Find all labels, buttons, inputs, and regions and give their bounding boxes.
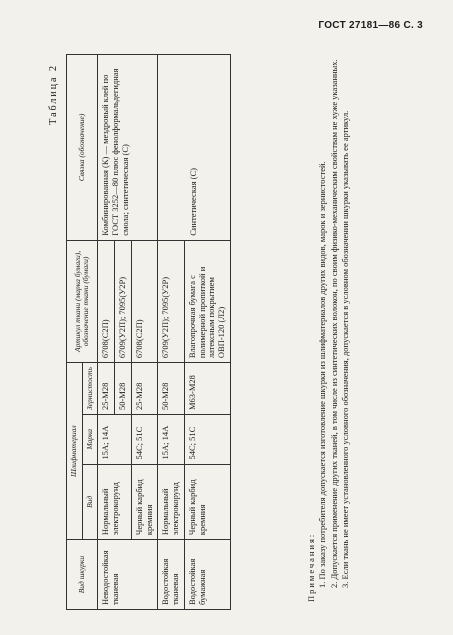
cell-shkurka: Водостойкая тканевая	[158, 540, 185, 610]
cell-marka: 15А; 14А	[158, 415, 185, 464]
header-row	[67, 55, 83, 610]
col-shlifmaterial: Шлифматериал	[67, 363, 83, 540]
cell-vid: Нормальный электрокорунд	[98, 464, 132, 540]
grain-table	[66, 54, 231, 610]
cell-zern: 50-М28	[115, 363, 132, 415]
cell-zern: 25-М28	[98, 363, 115, 415]
cell-zern: 50-М28	[158, 363, 185, 415]
notes	[306, 54, 352, 602]
col-vid-shkurki: Вид шкурки	[67, 540, 98, 610]
page-header: ГОСТ 27181—86 С. 3	[318, 20, 423, 31]
cell-zern: 25-М28	[131, 363, 158, 415]
cell-artikul: Влагопрочная бумага с полимерной пропиткой и латексным покрытием ОВП-120 (Л2)	[184, 240, 230, 362]
cell-shkurka: Водостойкая бумажная	[184, 540, 230, 610]
col-artikul: Артикул ткани (марка бумаги), обозначение ткани (бумаги)	[67, 240, 98, 362]
col-vid: Вид	[82, 464, 98, 540]
cell-marka: 54С; 51С	[131, 415, 158, 464]
table-title: Таблица 2	[48, 64, 59, 125]
table-row	[158, 55, 185, 610]
col-svyazka: Связка (обозначение)	[67, 55, 98, 241]
cell-artikul: 6709(У2П); 7095(У2Р)	[115, 240, 132, 362]
note-item: 1. По заказу потребителя допускается изготовление шкурки из шлифматериалов других видов, марок и зернистостей.	[317, 161, 328, 588]
cell-artikul: 6709(У2П); 7095(У2Р)	[158, 240, 185, 362]
cell-marka: 54С; 51С	[184, 415, 230, 464]
col-marka: Марка	[82, 415, 98, 464]
rotated-content	[44, 50, 414, 610]
cell-shkurka: Неводостойкая тканевая	[98, 540, 158, 610]
notes-title: Примечания:	[306, 532, 316, 602]
note-item: 3. Если ткань не имеет установленного условного обозначения, допускается в условном обозначении шкурки указывать ее артикул.	[340, 110, 351, 588]
col-zernistost: Зернистость	[82, 363, 98, 415]
table-row	[98, 55, 115, 610]
cell-artikul: 6708(С2П)	[131, 240, 158, 362]
cell-vid: Черный карбид кремния	[184, 464, 230, 540]
cell-vid: Черный карбид кремния	[131, 464, 158, 540]
cell-vid: Нормальный электрокорунд	[158, 464, 185, 540]
cell-artikul: 6708(С2П)	[98, 240, 115, 362]
cell-zern: М63-М28	[184, 363, 230, 415]
cell-svyazka: Синтетическая (С)	[158, 55, 231, 241]
note-item: 2. Допускается применение других тканей, в том числе из синтетических волокон, по своим физико-механическим свойствам не хуже указанных.	[328, 59, 339, 588]
cell-svyazka: Комбинированная (К) — мездровый клей по ГОСТ 3252—80 плюс фенолформальдегидная смола; синтетическая (С)	[98, 55, 158, 241]
cell-marka: 15А; 14А	[98, 415, 132, 464]
